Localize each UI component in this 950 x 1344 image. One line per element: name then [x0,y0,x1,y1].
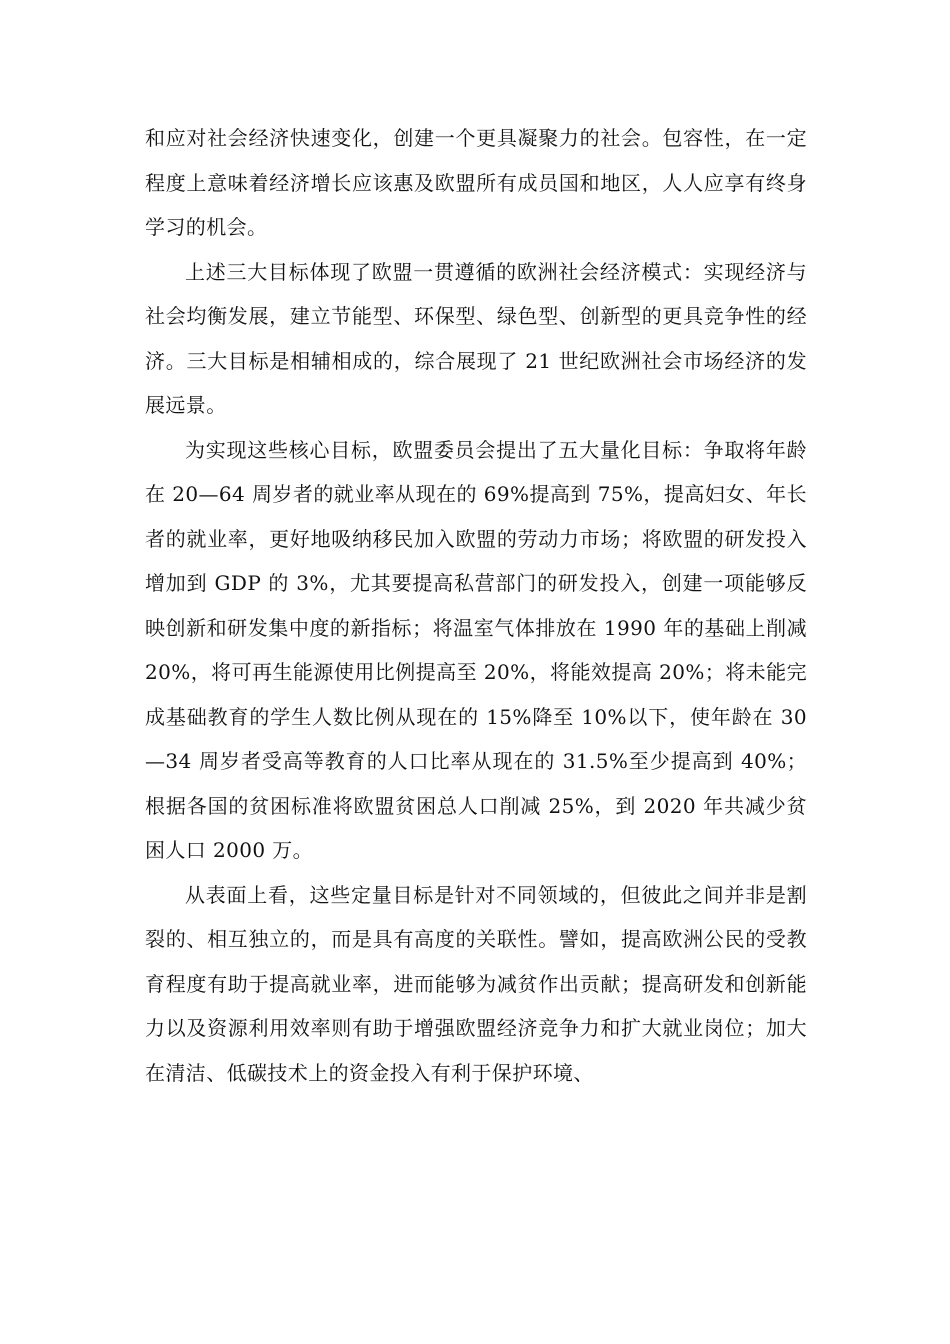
paragraph-continuation: 和应对社会经济快速变化，创建一个更具凝聚力的社会。包容性，在一定程度上意味着经济增长应该惠及欧盟所有成员国和地区，人人应享有终身学习的机会。 [145,126,807,239]
document-body [145,116,807,1095]
paragraph-five-targets: 为实现这些核心目标，欧盟委员会提出了五大量化目标：争取将年龄在 20—64 周岁者的就业率从现在的 69%提高到 75%，提高妇女、年长者的就业率，更好地吸纳移民加入欧盟的劳动力市场；将欧盟的研发投入增加到 GDP 的 3%，尤其要提高私营部门的研发投入，创建一项能够反映创新和研发集中度的新指标；将温室气体排放在 1990 年的基础上削减 20%，将可再生能源使用比例提高至 20%，将能效提高 20%；将未能完成基础教育的学生人数比例从现在的 15%降至 10%以下，使年龄在 30—34 周岁者受高等教育的人口比率从现在的 31.5%至少提高到 40%；根据各国的贫困标准将欧盟贫困总人口削减 25%，到 2020 年共减少贫困人口 2000 万。 [145,437,807,862]
paragraph-three-goals: 上述三大目标体现了欧盟一贯遵循的欧洲社会经济模式：实现经济与社会均衡发展，建立节能型、环保型、绿色型、创新型的更具竞争性的经济。三大目标是相辅相成的，综合展现了 21 世纪欧洲社会市场经济的发展远景。 [145,259,807,417]
paragraph-interrelation: 从表面上看，这些定量目标是针对不同领域的，但彼此之间并非是割裂的、相互独立的，而是具有高度的关联性。譬如，提高欧洲公民的受教育程度有助于提高就业率，进而能够为减贫作出贡献；提高研发和创新能力以及资源利用效率则有助于增强欧盟经济竞争力和扩大就业岗位；加大在清洁、低碳技术上的资金投入有利于保护环境、 [145,882,807,1085]
